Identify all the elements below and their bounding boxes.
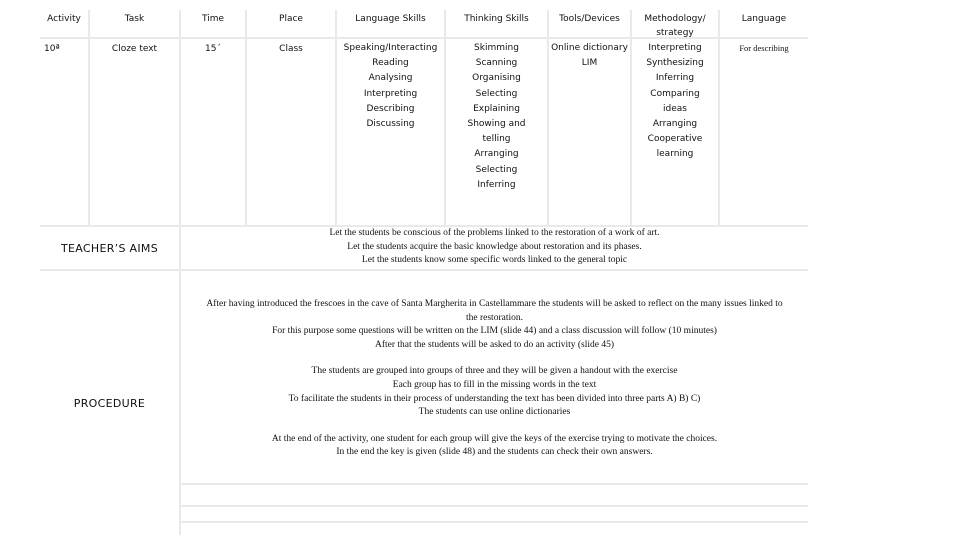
header-language: Language [720,10,808,37]
list-item: Speaking/Interacting [343,43,438,53]
list-item: Organising [472,73,521,84]
list-item: Skimming [474,43,519,53]
list-item: Comparing [650,88,700,99]
cell-time: 15´ [181,39,245,225]
list-item: Explaining [473,103,520,114]
header-task: Task [90,10,179,37]
header-language-skills: Language Skills [337,10,444,37]
header-place: Place [247,10,335,37]
list-item: Describing [366,103,415,114]
empty-row [181,523,808,535]
list-item: Selecting [475,164,518,175]
list-item: Synthesizing [646,58,704,69]
list-item: telling [482,134,511,145]
header-activity: Activity [40,10,88,37]
list-item: learning [656,149,694,160]
cell-tools-devices [549,39,630,225]
list-item: Arranging [652,119,698,130]
procedure-text [181,271,808,483]
lesson-plan-table [40,10,808,535]
list-item: Showing and [467,119,526,130]
list-item: Online dictionary [551,43,628,53]
list-item: LIM [581,58,598,69]
list-item: Arranging [474,149,519,160]
list-item: Inferring [655,73,695,84]
procedure-paragraph-2: The students are grouped into groups of three and they will be given a handout with the exercise Each group has to fill in the missing words in the text To facilitate the students in their process of understanding the text has been divided into three parts A) B) C) The students can use online dictionaries [288,366,701,418]
list-item: Discussing [366,119,415,130]
cell-methodology [632,39,718,225]
list-item: Selecting [475,88,518,99]
procedure-paragraph-3: At the end of the activity, one student for each group will give the keys of the exercise trying to motivate the choices. In the end the key is given (slide 48) and the students can check their own answers. [271,433,718,458]
list-item: Analysing [368,73,413,84]
cell-thinking-skills [446,39,547,225]
cell-task: Cloze text [90,39,179,225]
header-time: Time [181,10,245,37]
header-methodology: Methodology/ strategy [632,10,718,37]
header-thinking-skills: Thinking Skills [446,10,547,37]
list-item: Scanning [475,58,518,69]
empty-row [181,485,808,505]
list-item: Cooperative [647,134,703,145]
list-item: Interpreting [363,88,418,99]
cell-place: Class [247,39,335,225]
list-item: Interpreting [648,43,702,53]
cell-activity: 10ª [40,39,88,225]
list-item: ideas [663,103,687,114]
list-item: Reading [372,58,409,69]
header-tools-devices: Tools/Devices [549,10,630,37]
teachers-aims-label: TEACHER’S AIMS [40,227,179,269]
cell-language-skills [337,39,444,225]
procedure-label: PROCEDURE [40,271,179,535]
teachers-aims-text: Let the students be conscious of the problems linked to the restoration of a work of art. Let the students acquire the basic knowledge about restoration and its phases. Let the students know some specific words linked to the general topic [181,227,808,269]
procedure-paragraph-1: After having introduced the frescoes in the cave of Santa Margherita in Castellammare the students will be asked to reflect on the many issues linked to the restoration. For this purpose some questions will be written on the LIM (slide 44) and a class discussion will follow (10 minutes) After that the students will be asked to do an activity (slide 45) [206,299,783,350]
list-item: Inferring [477,179,516,190]
cell-language: For describing [720,39,808,225]
empty-row [181,507,808,521]
